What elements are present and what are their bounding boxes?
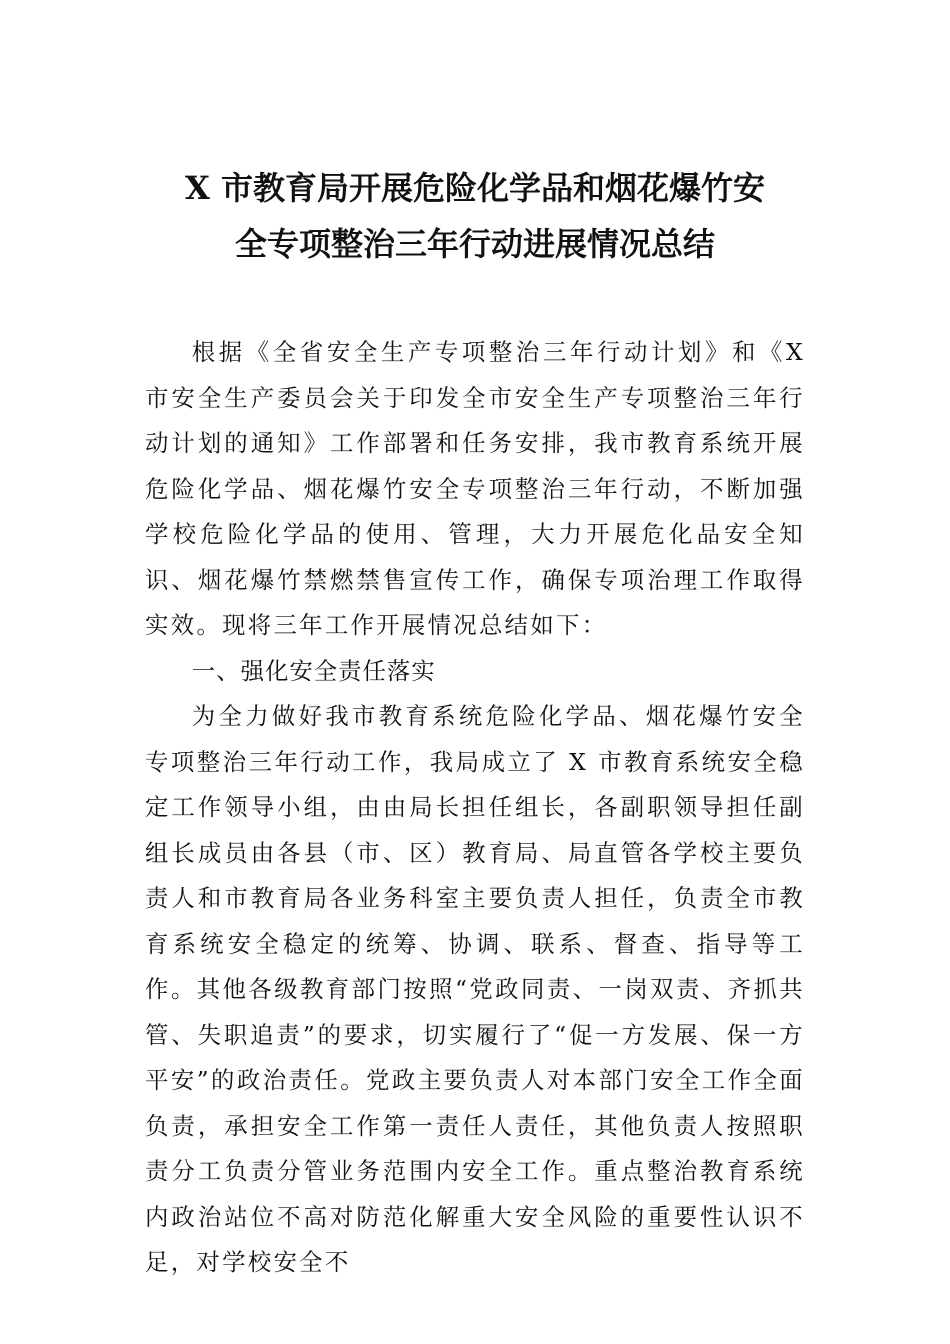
title-line-1: X 市教育局开展危险化学品和烟花爆竹安 [185, 169, 765, 207]
document-title [145, 160, 805, 272]
document-body [145, 330, 805, 1286]
intro-paragraph: 根据《全省安全生产专项整治三年行动计划》和《X 市安全生产委员会关于印发全市安全生产专项整治三年行动计划的通知》工作部署和任务安排，我市教育系统开展危险化学品、烟花爆竹安全专项整治三年行动，不断加强学校危险化学品的使用、管理，大力开展危化品安全知识、烟花爆竹禁燃禁售宣传工作，确保专项治理工作取得实效。现将三年工作开展情况总结如下： [145, 338, 805, 639]
section-1-heading: 一、强化安全责任落实 [191, 656, 436, 685]
title-line-2: 全专项整治三年行动进展情况总结 [234, 225, 715, 263]
section-1-paragraph: 为全力做好我市教育系统危险化学品、烟花爆竹安全专项整治三年行动工作，我局成立了 X 市教育系统安全稳定工作领导小组，由由局长担任组长，各副职领导担任副组长成员由各县（市、区）教育局、局直管各学校主要负责人和市教育局各业务科室主要负责人担任，负责全市教育系统安全稳定的统筹、协调、联系、督查、指导等工作。其他各级教育部门按照“党政同责、一岗双责、齐抓共管、失职追责”的要求，切实履行了“促一方发展、保一方平安”的政治责任。党政主要负责人对本部门安全工作全面负责，承担安全工作第一责任人责任，其他负责人按照职责分工负责分管业务范围内安全工作。重点整治教育系统内政治站位不高对防范化解重大安全风险的重要性认识不足，对学校安全不 [145, 702, 805, 1276]
